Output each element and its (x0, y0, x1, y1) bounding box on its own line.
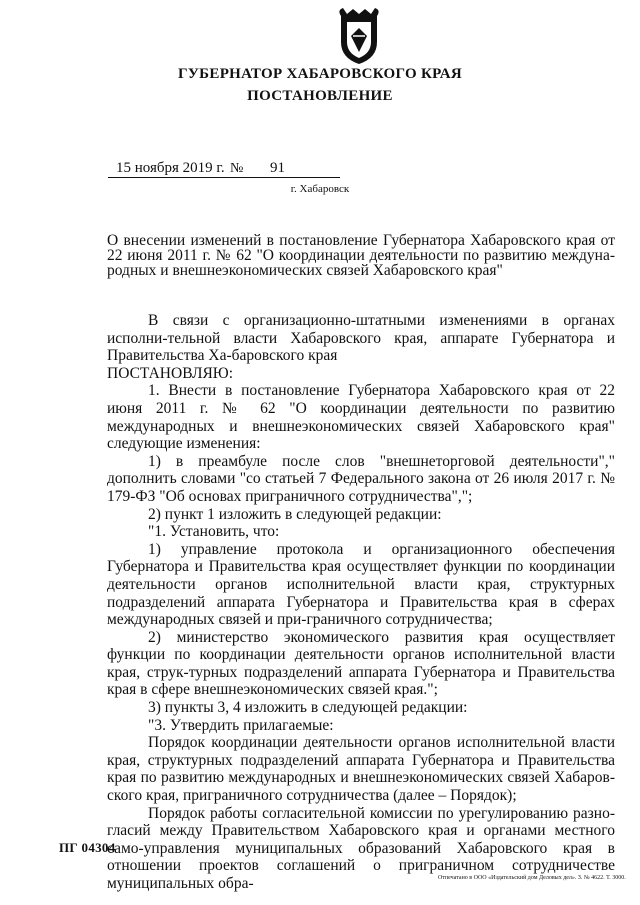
document-type: ПОСТАНОВЛЕНИЕ (247, 88, 393, 104)
issuer-title: ГУБЕРНАТОР ХАБАРОВСКОГО КРАЯ (178, 66, 462, 82)
document-date: 15 ноября 2019 г. (116, 160, 225, 176)
body-paragraph: 3) пункты 3, 4 изложить в следующей редакции: (148, 699, 468, 717)
body-paragraph: 2) пункт 1 изложить в следующей редакции: (148, 505, 442, 523)
document-city: г. Хабаровск (290, 183, 350, 195)
document-number: 91 (270, 160, 285, 176)
coat-of-arms-icon (333, 6, 385, 66)
document-subject: О внесении изменений в постановление Губернатора Хабаровского края от 22 июня 2011 г. № 62 "О координации деятельности по развитию междуна-родных и внешнеэкономических связей Хабаровского края" (107, 232, 615, 279)
body-paragraph: 2) министерство экономического развития края осуществляет функции по координации деятельности органов исполнительной власти края, струк-турных подразделений аппарата Губернатора и Правительства края в сфере внешнеэкономических связей края."; (107, 628, 615, 699)
body-paragraph: 1. Внести в постановление Губернатора Хабаровского края от 22 июня 2011 г. № 62 "О координации деятельности по развитию международных и внешнеэкономических связей Хабаровского края" следующие изменения: (107, 382, 615, 453)
body-paragraph: Порядок координации деятельности органов исполнительной власти края, структурных подразделений аппарата Губернатора и Правительства края по развитию международных и внешнеэкономических связей Хабаров-ского края, приграничного сотрудничества (далее – Порядок); (107, 734, 615, 805)
document-body (107, 312, 615, 893)
document-code: ПГ 04304 (59, 840, 116, 855)
body-resolve: ПОСТАНОВЛЯЮ: (107, 364, 234, 382)
date-underline (108, 177, 340, 178)
print-note: Отпечатано в ООО «Издательский дом Деловых дел». З. № 4622. Т. 3000. (438, 875, 626, 881)
body-paragraph: "3. Утвердить прилагаемые: (148, 716, 334, 734)
body-preamble: В связи с организационно-штатными изменениями в органах исполни-тельной власти Хабаровского края, аппарате Губернатора и Правительства Ха-баровского края (107, 312, 615, 365)
number-label: № (230, 161, 244, 176)
body-paragraph: 1) управление протокола и организационного обеспечения Губернатора и Правительства края осуществляет функции по координации деятельности органов исполнительной власти края, структурных подразделений аппарата Губернатора и Правительства края в сферах международных связей и при-граничного сотрудничества; (107, 540, 615, 629)
date-number-line (108, 160, 340, 178)
body-paragraph: "1. Установить, что: (148, 523, 280, 541)
body-paragraph: 1) в преамбуле после слов "внешнеторговой деятельности"," дополнить словами "со статьей 7 Федерального закона от 26 июля 2017 г. № 179-ФЗ "Об основах приграничного сотрудничества","; (107, 452, 615, 505)
body-paragraph: Порядок работы согласительной комиссии по урегулированию разно-гласий между Правительством Хабаровского края и органами местного само-управления муниципальных образований Хабаровского края в отношении проектов соглашений о приграничном сотрудничестве муниципальных обра- (107, 804, 615, 892)
